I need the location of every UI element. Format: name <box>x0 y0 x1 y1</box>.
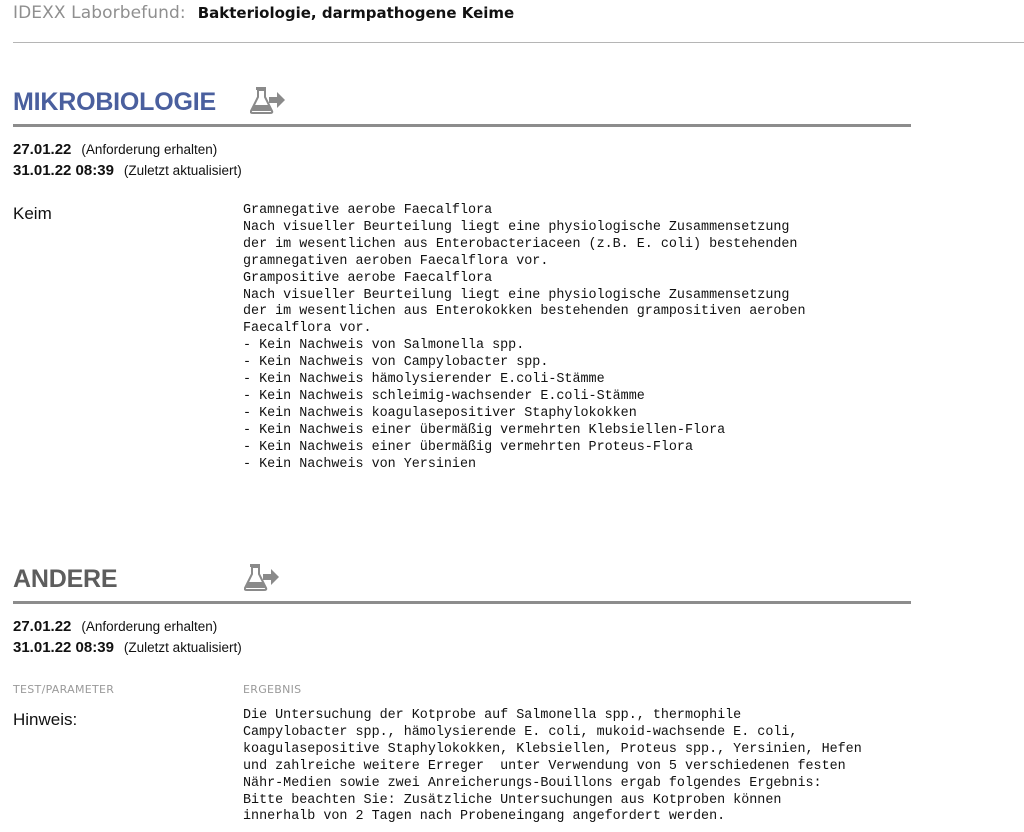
result-line: Gramnegative aerobe Faecalflora <box>243 203 493 218</box>
updated-date: 31.01.22 08:39 <box>13 639 114 656</box>
result-line: Nähr-Medien sowie zwei Anreicherungs-Bouillons ergab folgendes Ergebnis: <box>243 775 822 791</box>
header-divider <box>13 42 1024 43</box>
received-line <box>13 139 242 160</box>
updated-line <box>13 637 242 658</box>
section-title: MIKROBIOLOGIE <box>13 88 216 116</box>
result-label: Keim <box>13 204 52 223</box>
updated-date: 31.01.22 08:39 <box>13 162 114 179</box>
flask-arrow-icon[interactable] <box>244 562 280 592</box>
result-line: der im wesentlichen aus Enterobacteriaceen (z.B. E. coli) bestehenden <box>243 236 798 252</box>
result-line: innerhalb von 2 Tagen nach Probeneingang angefordert werden. <box>243 809 726 825</box>
result-text <box>243 203 806 474</box>
result-line: - Kein Nachweis schleimig-wachsender E.coli-Stämme <box>243 388 645 404</box>
result-line: Faecalflora vor. <box>243 321 372 337</box>
section-dates <box>13 616 242 658</box>
report-title: Bakteriologie, darmpathogene Keime <box>197 4 515 22</box>
result-line: der im wesentlichen aus Enterokokken bestehenden grampositiven aeroben <box>243 304 806 320</box>
updated-note: (Zuletzt aktualisiert) <box>123 163 242 178</box>
flask-arrow-icon[interactable] <box>250 85 286 115</box>
result-line: - Kein Nachweis einer übermäßig vermehrten Klebsiellen-Flora <box>243 422 726 438</box>
section-andere <box>13 562 911 825</box>
section-title: ANDERE <box>13 565 118 593</box>
column-header-parameter: TEST/PARAMETER <box>13 683 115 696</box>
result-line: - Kein Nachweis von Salmonella spp. <box>243 338 525 354</box>
brand-label: IDEXX Laborbefund: <box>13 3 186 23</box>
result-line: - Kein Nachweis einer übermäßig vermehrten Proteus-Flora <box>243 439 693 455</box>
report-header <box>13 3 514 27</box>
section-mikrobiologie <box>13 85 911 472</box>
result-line: - Kein Nachweis von Campylobacter spp. <box>243 355 549 371</box>
result-line: Nach visueller Beurteilung liegt eine physiologische Zusammensetzung <box>243 219 790 235</box>
received-note: (Anforderung erhalten) <box>81 142 218 157</box>
section-divider <box>13 601 911 604</box>
result-line: koagulasepositive Staphylokokken, Klebsiellen, Proteus spp., Yersinien, Hefen <box>243 741 862 757</box>
received-note: (Anforderung erhalten) <box>81 619 218 634</box>
result-line: - Kein Nachweis koagulasepositiver Staphylokokken <box>243 405 637 421</box>
result-line: - Kein Nachweis hämolysierender E.coli-Stämme <box>243 372 605 388</box>
updated-line <box>13 160 242 181</box>
result-label: Hinweis: <box>13 710 78 729</box>
received-date: 27.01.22 <box>13 618 72 635</box>
result-line: gramnegativen aeroben Faecalflora vor. <box>243 253 549 269</box>
received-line <box>13 616 242 637</box>
result-line: Die Untersuchung der Kotprobe auf Salmonella spp., thermophile <box>243 708 742 723</box>
result-line: - Kein Nachweis von Yersinien <box>243 456 477 472</box>
result-line: Grampositive aerobe Faecalflora <box>243 270 493 286</box>
result-line: Nach visueller Beurteilung liegt eine physiologische Zusammensetzung <box>243 287 790 303</box>
column-header-result: ERGEBNIS <box>243 683 302 696</box>
section-divider <box>13 124 911 127</box>
received-date: 27.01.22 <box>13 141 72 158</box>
result-line: und zahlreiche weitere Erreger unter Verwendung von 5 verschiedenen festen <box>243 758 846 774</box>
section-header <box>13 562 911 602</box>
updated-note: (Zuletzt aktualisiert) <box>123 640 242 655</box>
result-line: Bitte beachten Sie: Zusätzliche Untersuchungen aus Kotproben können <box>243 792 782 808</box>
result-text <box>243 708 862 826</box>
result-line: Campylobacter spp., hämolysierende E. coli, mukoid-wachsende E. coli, <box>243 724 798 740</box>
section-dates <box>13 139 242 181</box>
section-header <box>13 85 911 125</box>
